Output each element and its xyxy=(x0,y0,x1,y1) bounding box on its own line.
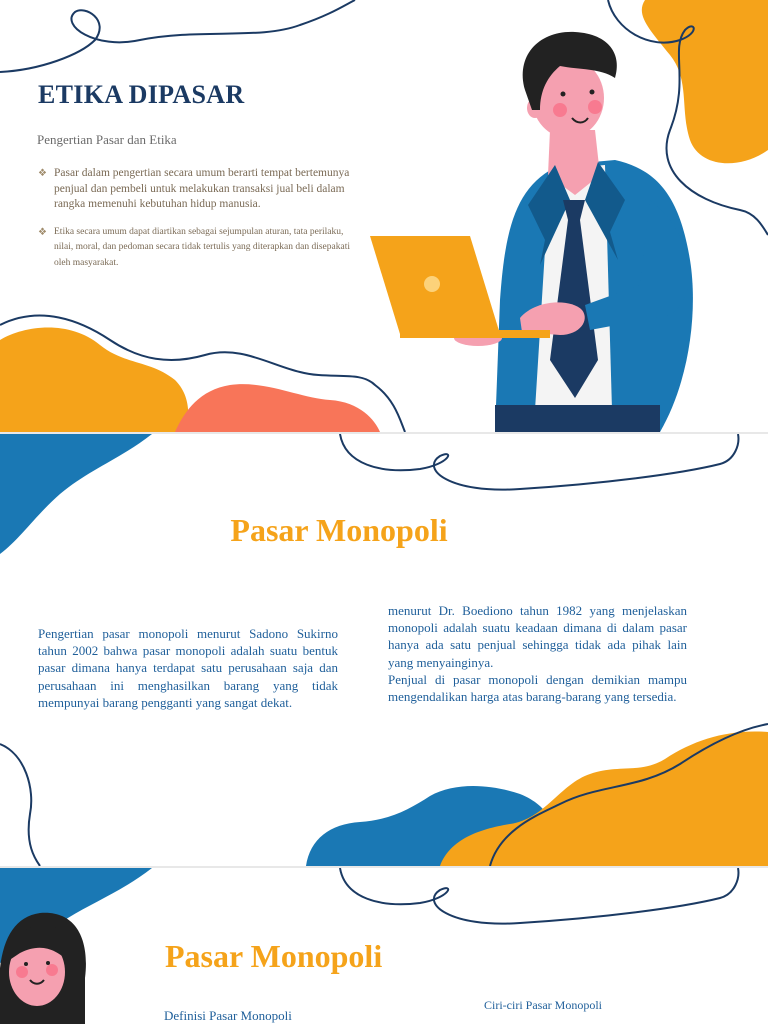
paragraph: Penjual di pasar monopoli dengan demikian mampu mengendalikan harga atas barang-barang yang tersedia. xyxy=(388,671,687,705)
definition-sadono-text: Pengertian pasar monopoli menurut Sadono Sukirno tahun 2002 bahwa pasar monopoli adalah suatu bentuk pasar dimana hanya terdapat satu perusahaan saja dan perusahaan ini menghasilkan barang yang tidak mempunyai barang pengganti yang sangat dekat. xyxy=(38,626,338,710)
slide-pasar-monopoli-2 xyxy=(0,868,768,1024)
definition-boediono-text xyxy=(388,602,687,705)
slide-etika-dipasar xyxy=(0,0,768,432)
bullet-list xyxy=(38,166,358,271)
diamond-bullet-icon: ❖ xyxy=(38,168,47,179)
section-title: Pasar Monopoli xyxy=(230,512,448,548)
woman-avatar-illustration xyxy=(0,868,120,1024)
bullet-text: Pasar dalam pengertian secara umum berarti tempat bertemunya penjual dan pembeli untuk melakukan transaksi jual beli dalam rangka memenuhi kebutuhan hidup manusia. xyxy=(54,167,350,210)
diamond-bullet-icon: ❖ xyxy=(38,226,47,238)
bullet-text: Etika secara umum dapat diartikan sebagai sejumpulan aturan, tata perilaku, nilai, moral, dan pedoman secara tidak tertulis yang diterapkan dan disepakati oleh masyarakat. xyxy=(54,226,350,268)
slide-pasar-monopoli xyxy=(0,434,768,866)
list-item xyxy=(38,166,358,213)
characteristics-label: Ciri-ciri Pasar Monopoli xyxy=(484,998,602,1012)
paragraph: menurut Dr. Boediono tahun 1982 yang menjelaskan monopoli adalah suatu keadaan dimana di dalam pasar hanya ada satu penjual sehingga tidak ada pihak lain yang menyainginya. xyxy=(388,603,687,670)
page-title: ETIKA DIPASAR xyxy=(38,80,245,109)
section-title: Pasar Monopoli xyxy=(165,938,383,974)
list-item xyxy=(38,225,358,272)
definition-label: Definisi Pasar Monopoli xyxy=(164,1008,292,1023)
subtitle: Pengertian Pasar dan Etika xyxy=(37,132,177,147)
